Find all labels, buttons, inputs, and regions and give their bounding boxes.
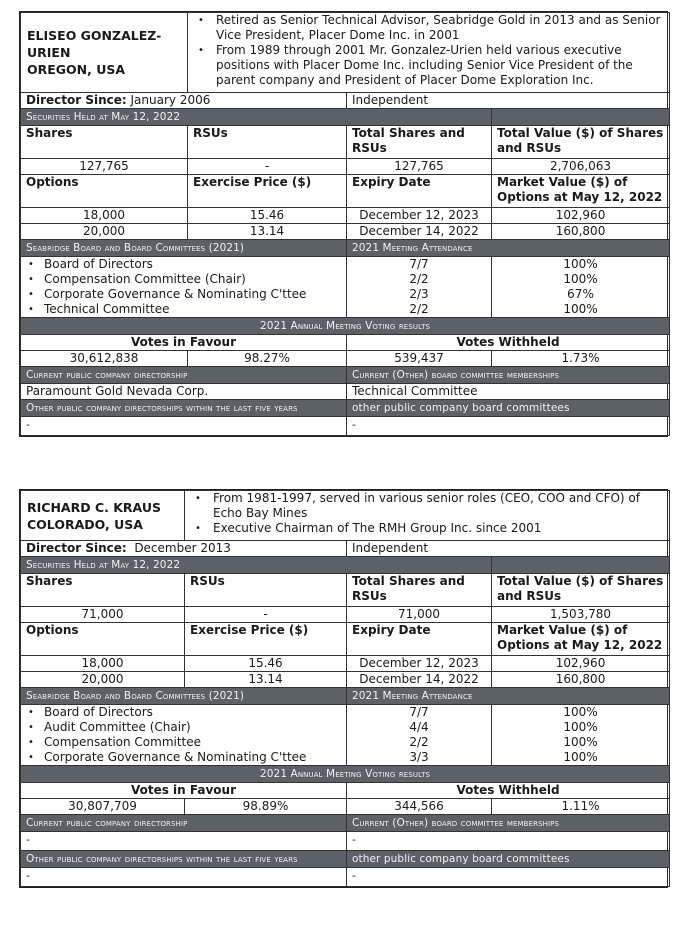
- col-header-options: Options: [21, 175, 188, 208]
- attendance-pct: 100%: [563, 705, 598, 719]
- past-band: [21, 851, 670, 868]
- col-header-total-shares: Total Shares and RSUs: [347, 126, 492, 159]
- bio-item: • Retired as Senior Technical Advisor, Seabridge Gold in 2013 and as Senior Vice President, Placer Dome Inc. in 2001: [194, 13, 663, 43]
- committee-list: [21, 257, 347, 318]
- voting-header: 2021 Annual Meeting Voting results: [21, 766, 670, 783]
- col-header-rsus: RSUs: [188, 126, 347, 159]
- committee-item: • Compensation Committee (Chair): [26, 272, 341, 287]
- exercise-price: 15.46: [188, 208, 347, 224]
- director-since-row: [21, 93, 670, 109]
- director-table: [20, 12, 670, 436]
- col-header-total-value: Total Value ($) of Shares and RSUs: [492, 574, 670, 607]
- director-profile-gonzalez-urien: [19, 11, 668, 437]
- col-header-exercise-price: Exercise Price ($): [185, 623, 347, 656]
- shares-value: 127,765: [21, 159, 188, 175]
- votes-favour-pct: 98.27%: [188, 351, 347, 367]
- col-header-rsus: RSUs: [185, 574, 347, 607]
- current-committee-value: -: [347, 832, 670, 851]
- attendance-count: 2/2: [409, 272, 429, 286]
- exercise-price: 13.14: [185, 672, 347, 688]
- current-committee-value: Technical Committee: [347, 384, 670, 400]
- committees-band: [21, 240, 670, 257]
- expiry-date: December 12, 2023: [347, 208, 492, 224]
- committee-item: • Board of Directors: [26, 257, 341, 272]
- bio-item: • From 1981-1997, served in various senior roles (CEO, COO and CFO) of Echo Bay Mines: [191, 491, 663, 521]
- director-header-row: [21, 13, 670, 93]
- votes-favour-label: Votes in Favour: [21, 335, 347, 351]
- votes-label-row: [21, 783, 670, 799]
- options-count: 18,000: [21, 656, 185, 672]
- expiry-date: December 14, 2022: [347, 224, 492, 240]
- director-since-value: January 2006: [130, 93, 211, 107]
- current-row: [21, 384, 670, 400]
- total-shares-value: 127,765: [347, 159, 492, 175]
- director-since-label: Director Since:: [26, 541, 127, 555]
- col-header-market-value: Market Value ($) of Options at May 12, 2022: [492, 175, 670, 208]
- current-band: [21, 367, 670, 384]
- director-since-value: December 2013: [134, 541, 231, 555]
- attendance-count: 7/7: [409, 257, 429, 271]
- col-header-options: Options: [21, 623, 185, 656]
- director-since-row: [21, 541, 670, 557]
- independence-status: Independent: [347, 541, 670, 557]
- committee-item: • Compensation Committee: [26, 735, 341, 750]
- attendance-count: 2/2: [409, 735, 429, 749]
- votes-favour-label: Votes in Favour: [21, 783, 347, 799]
- securities-row: [21, 159, 670, 175]
- exercise-price: 15.46: [185, 656, 347, 672]
- votes-value-row: [21, 799, 670, 815]
- director-name-line1: ELISEO GONZALEZ-: [27, 28, 162, 43]
- options-count: 20,000: [21, 224, 188, 240]
- attendance-percents: [492, 257, 670, 318]
- votes-withheld-pct: 1.11%: [492, 799, 670, 815]
- market-value: 102,960: [492, 656, 670, 672]
- options-count: 18,000: [21, 208, 188, 224]
- current-directorship-header: Current public company directorship: [21, 815, 347, 832]
- director-since: [21, 93, 347, 109]
- expiry-date: December 12, 2023: [347, 656, 492, 672]
- market-value: 160,800: [492, 672, 670, 688]
- market-value: 102,960: [492, 208, 670, 224]
- col-header-expiry-date: Expiry Date: [347, 623, 492, 656]
- options-header-row: [21, 623, 670, 656]
- col-header-expiry-date: Expiry Date: [347, 175, 492, 208]
- votes-value-row: [21, 351, 670, 367]
- total-value: 1,503,780: [492, 607, 670, 623]
- voting-band: [21, 318, 670, 335]
- current-directorship-value: -: [21, 832, 347, 851]
- director-since-label: Director Since:: [26, 93, 127, 107]
- attendance-pct: 100%: [563, 720, 598, 734]
- past-committees-value: -: [347, 868, 670, 887]
- director-name-cell: [21, 13, 188, 93]
- securities-band: [21, 557, 670, 574]
- director-name-line1: RICHARD C. KRAUS: [27, 499, 161, 515]
- votes-withheld: 344,566: [347, 799, 492, 815]
- options-header-row: [21, 175, 670, 208]
- current-row: [21, 832, 670, 851]
- past-directorships-header: Other public company directorships within the last five years: [21, 851, 347, 868]
- director-table: [20, 490, 670, 887]
- past-committees-value: -: [347, 417, 670, 436]
- col-header-exercise-price: Exercise Price ($): [188, 175, 347, 208]
- attendance-pct: 100%: [563, 750, 598, 764]
- market-value: 160,800: [492, 224, 670, 240]
- attendance-pct: 100%: [563, 257, 598, 271]
- shares-value: 71,000: [21, 607, 185, 623]
- attendance-pct: 100%: [563, 735, 598, 749]
- options-row: [21, 224, 670, 240]
- securities-header-row: [21, 126, 670, 159]
- col-header-total-shares: Total Shares and RSUs: [347, 574, 492, 607]
- director-header-row: [21, 491, 670, 541]
- attendance-count: 4/4: [409, 720, 429, 734]
- options-row: [21, 656, 670, 672]
- total-value: 2,706,063: [492, 159, 670, 175]
- committees-row: [21, 257, 670, 318]
- exercise-price: 13.14: [188, 224, 347, 240]
- rsus-value: -: [185, 607, 347, 623]
- committee-item: • Corporate Governance & Nominating C'ttee: [26, 750, 341, 765]
- committee-item: • Technical Committee: [26, 302, 341, 317]
- past-directorships-header: Other public company directorships within the last five years: [21, 400, 347, 417]
- options-row: [21, 672, 670, 688]
- committee-list: [21, 705, 347, 766]
- past-committees-header: other public company board committees: [347, 851, 670, 868]
- votes-favour: 30,612,838: [21, 351, 188, 367]
- attendance-count: 3/3: [409, 750, 429, 764]
- past-band: [21, 400, 670, 417]
- band-empty: [492, 109, 670, 126]
- attendance-header: 2021 Meeting Attendance: [347, 240, 670, 257]
- securities-band: [21, 109, 670, 126]
- voting-header: 2021 Annual Meeting Voting results: [21, 318, 670, 335]
- options-count: 20,000: [21, 672, 185, 688]
- attendance-pct: 100%: [563, 272, 598, 286]
- past-row: [21, 868, 670, 887]
- votes-favour: 30,807,709: [21, 799, 185, 815]
- committee-item: • Board of Directors: [26, 705, 341, 720]
- director-location: OREGON, USA: [27, 62, 126, 77]
- attendance-header: 2021 Meeting Attendance: [347, 688, 670, 705]
- attendance-pct: 67%: [567, 287, 594, 301]
- attendance-count: 2/2: [409, 302, 429, 316]
- current-committee-header: Current (Other) board committee memberships: [347, 367, 670, 384]
- past-directorships-value: -: [21, 868, 347, 887]
- director-profile-kraus: [19, 489, 668, 888]
- votes-withheld-label: Votes Withheld: [347, 783, 670, 799]
- votes-favour-pct: 98.89%: [185, 799, 347, 815]
- total-shares-value: 71,000: [347, 607, 492, 623]
- attendance-count: 7/7: [409, 705, 429, 719]
- attendance-counts: [347, 257, 492, 318]
- votes-withheld-pct: 1.73%: [492, 351, 670, 367]
- securities-header-row: [21, 574, 670, 607]
- current-directorship-value: Paramount Gold Nevada Corp.: [21, 384, 347, 400]
- current-directorship-header: Current public company directorship: [21, 367, 347, 384]
- past-directorships-value: -: [21, 417, 347, 436]
- col-header-shares: Shares: [21, 574, 185, 607]
- committee-item: • Corporate Governance & Nominating C'ttee: [26, 287, 341, 302]
- col-header-shares: Shares: [21, 126, 188, 159]
- director-location: COLORADO, USA: [27, 516, 143, 532]
- votes-withheld: 539,437: [347, 351, 492, 367]
- col-header-market-value: Market Value ($) of Options at May 12, 2022: [492, 623, 670, 656]
- attendance-count: 2/3: [409, 287, 429, 301]
- bio-item: • From 1989 through 2001 Mr. Gonzalez-Urien held various executive positions with Placer Dome Inc. including Senior Vice President of the parent company and President of Placer Dome Exploration Inc.: [194, 43, 663, 88]
- committees-header: Seabridge Board and Board Committees (2021): [21, 688, 347, 705]
- securities-header: Securities Held at May 12, 2022: [21, 557, 492, 574]
- voting-band: [21, 766, 670, 783]
- votes-withheld-label: Votes Withheld: [347, 335, 670, 351]
- past-row: [21, 417, 670, 436]
- attendance-pct: 100%: [563, 302, 598, 316]
- band-empty: [492, 557, 670, 574]
- votes-label-row: [21, 335, 670, 351]
- expiry-date: December 14, 2022: [347, 672, 492, 688]
- attendance-percents: [492, 705, 670, 766]
- committees-header: Seabridge Board and Board Committees (2021): [21, 240, 347, 257]
- director-bio: [188, 13, 670, 93]
- bio-item: • Executive Chairman of The RMH Group Inc. since 2001: [191, 521, 663, 536]
- current-band: [21, 815, 670, 832]
- committees-band: [21, 688, 670, 705]
- committee-item: • Audit Committee (Chair): [26, 720, 341, 735]
- director-name-line2: URIEN: [27, 45, 71, 60]
- committees-row: [21, 705, 670, 766]
- options-row: [21, 208, 670, 224]
- current-committee-header: Current (Other) board committee memberships: [347, 815, 670, 832]
- director-bio: [185, 491, 670, 541]
- col-header-total-value: Total Value ($) of Shares and RSUs: [492, 126, 670, 159]
- past-committees-header: other public company board committees: [347, 400, 670, 417]
- rsus-value: -: [188, 159, 347, 175]
- director-since: [21, 541, 347, 557]
- director-name-cell: [21, 491, 185, 541]
- attendance-counts: [347, 705, 492, 766]
- securities-row: [21, 607, 670, 623]
- securities-header: Securities Held at May 12, 2022: [21, 109, 492, 126]
- independence-status: Independent: [347, 93, 670, 109]
